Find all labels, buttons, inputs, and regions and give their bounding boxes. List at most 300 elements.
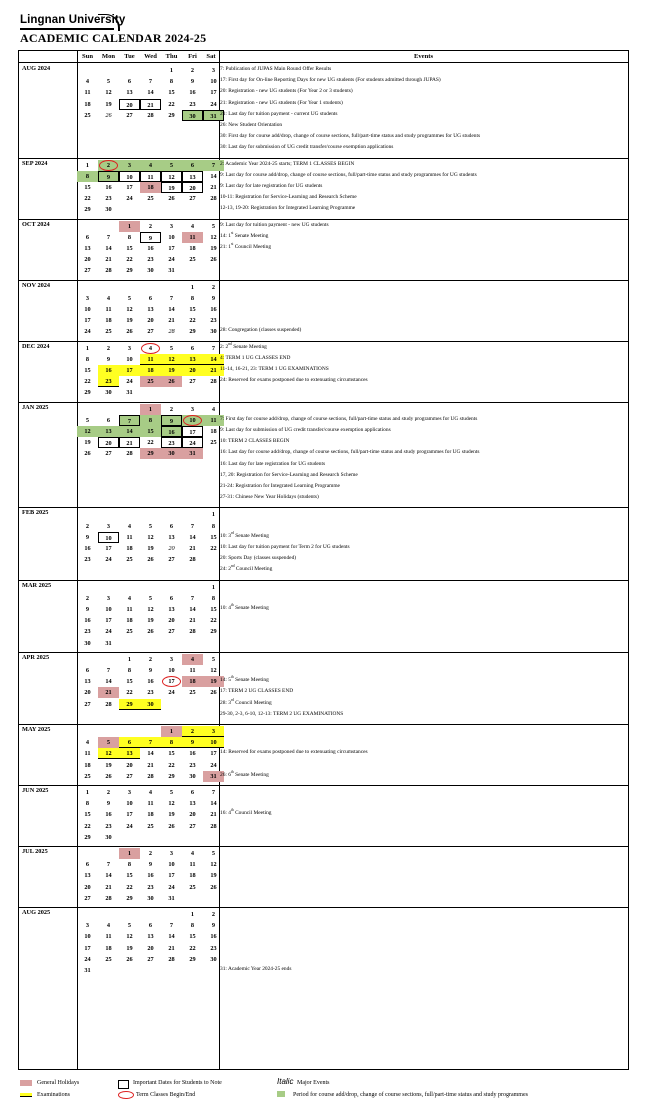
event-item: 20: Registration - new UG students (For Year 2 or 3 students) [220, 88, 353, 95]
calendar-day: 15 [140, 426, 161, 437]
calendar-day: 10 [203, 737, 224, 748]
calendar-day: 18 [105, 317, 112, 325]
month-label: FEB 2025 [22, 509, 49, 517]
calendar-day: 20 [119, 99, 140, 110]
calendar-day: 19 [105, 100, 112, 108]
calendar-day: 9 [85, 606, 90, 613]
calendar-day: 16 [105, 184, 112, 191]
calendar-day: 12 [210, 667, 217, 674]
calendar-day: 13 [147, 933, 154, 941]
calendar-day: 19 [168, 811, 175, 819]
calendar-day: 1 [85, 344, 90, 352]
calendar-day: 31 [203, 771, 224, 782]
calendar-day: 25 [140, 376, 161, 387]
calendar-day: 25 [189, 256, 196, 264]
calendar-day: 8 [169, 78, 174, 86]
legend-term-swatch [118, 1091, 134, 1099]
calendar-day: 4 [211, 405, 216, 413]
calendar-day: 30 [182, 110, 203, 121]
event-item: 21: Last day for tuition payment - current UG students [220, 110, 338, 117]
month-label: APR 2025 [22, 653, 50, 661]
legend-period-swatch [277, 1091, 285, 1097]
calendar-day: 28 [147, 111, 154, 119]
calendar-day: 26 [168, 195, 175, 203]
calendar-day: 22 [126, 883, 133, 891]
event-item: 24: 2nd Council Meeting [220, 564, 273, 573]
calendar-day: 6 [169, 522, 174, 530]
calendar-day: 15 [126, 245, 133, 252]
calendar-day: 11 [182, 232, 203, 243]
calendar-day: 27 [168, 556, 175, 564]
calendar-day: 29 [126, 894, 133, 902]
calendar-day: 6 [127, 78, 132, 86]
calendar-day: 22 [189, 317, 196, 325]
calendar-day: 6 [190, 789, 195, 796]
calendar-day: 12 [126, 306, 133, 313]
calendar-day: 14 [105, 872, 112, 880]
calendar-day: 7 [106, 861, 111, 869]
calendar-day: 9 [98, 171, 119, 182]
calendar-day: 25 [189, 883, 196, 891]
calendar-day: 29 [84, 206, 91, 214]
month-label: NOV 2024 [22, 281, 51, 289]
calendar-day: 29 [210, 628, 217, 636]
calendar-day: 25 [189, 689, 196, 697]
calendar-day: 26 [147, 556, 154, 564]
calendar-day: 24 [168, 689, 175, 697]
event-item: 10: 3rd Senate Meeting [220, 531, 269, 539]
calendar-day: 22 [84, 822, 91, 830]
calendar-day: 14 [203, 354, 224, 365]
calendar-day: 24 [168, 256, 175, 264]
calendar-day: 3 [106, 594, 111, 602]
calendar-day: 25 [147, 195, 154, 203]
calendar-day: 4 [127, 522, 132, 530]
event-item: 21-24: Registration for Integrated Learning Programme [220, 483, 340, 489]
calendar-day: 30 [140, 699, 161, 710]
calendar-day: 20 [182, 365, 203, 376]
month-label: JAN 2025 [22, 403, 49, 411]
calendar-day: 5 [211, 655, 216, 663]
calendar-day: 10 [84, 933, 91, 941]
calendar-day: 31 [126, 389, 133, 397]
calendar-day: 1 [169, 67, 174, 74]
event-item: 21: 1st Council Meeting [220, 242, 272, 250]
calendar-day: 5 [127, 294, 132, 302]
calendar-day: 30 [161, 448, 182, 459]
calendar-day: 4 [106, 294, 111, 302]
month-divider [19, 580, 628, 581]
calendar-day: 19 [161, 365, 182, 376]
month-divider [19, 846, 628, 847]
calendar-day: 16 [84, 617, 91, 625]
calendar-day: 1 [119, 848, 140, 859]
calendar-day: 21 [105, 883, 112, 891]
calendar-day: 16 [210, 306, 217, 313]
calendar-day: 24 [105, 628, 112, 636]
calendar-day: 7 [190, 522, 195, 530]
calendar-day: 28 [210, 822, 217, 830]
calendar-day: 17 [119, 365, 140, 376]
calendar-day: 20 [168, 545, 175, 552]
event-item: 14: 5th Senate Meeting [220, 675, 269, 684]
calendar-day: 28 [168, 955, 175, 963]
legend-exam-label: Examinations [37, 1092, 70, 1098]
calendar-day: 28 [105, 894, 112, 902]
calendar-day: 6 [119, 737, 140, 748]
month-divider [19, 652, 628, 653]
calendar-day: 29 [189, 328, 196, 336]
calendar-day: 5 [211, 222, 216, 230]
calendar-day: 21 [189, 617, 196, 625]
column-header-fri: Fri [182, 51, 203, 63]
calendar-day: 29 [84, 833, 91, 841]
calendar-day: 17 [126, 811, 133, 819]
calendar-day: 30 [105, 206, 112, 214]
calendar-day: 22 [84, 195, 91, 203]
column-header-events: Events [219, 51, 628, 63]
calendar-day: 21 [203, 365, 224, 376]
calendar-day: 14 [168, 933, 175, 941]
calendar-day: 9 [182, 737, 203, 748]
calendar-day: 10 [126, 800, 133, 808]
calendar-day: 21 [140, 99, 161, 110]
calendar-day: 7 [169, 922, 174, 930]
calendar-day: 17 [168, 872, 175, 880]
calendar-day: 9 [140, 232, 161, 243]
calendar-day: 20 [84, 256, 91, 264]
calendar-day: 20 [182, 182, 203, 193]
calendar-day: 10 [84, 306, 91, 313]
calendar-day: 1 [161, 726, 182, 737]
month-divider [19, 402, 628, 403]
event-item: 31: Academic Year 2024-25 ends [220, 966, 292, 972]
calendar-day: 16 [147, 872, 154, 880]
calendar-day: 17 [210, 750, 217, 758]
calendar-day: 11 [105, 933, 112, 941]
calendar-day: 4 [106, 922, 111, 930]
calendar-day: 8 [85, 355, 90, 363]
calendar-day: 3 [119, 160, 140, 171]
calendar-day: 11 [105, 306, 112, 313]
page-title: ACADEMIC CALENDAR 2024-25 [20, 31, 207, 45]
calendar-day: 18 [189, 872, 196, 880]
calendar-day: 29 [126, 267, 133, 275]
calendar-day: 17 [105, 545, 112, 552]
calendar-day: 3 [169, 222, 174, 230]
calendar-day: 22 [84, 378, 91, 386]
calendar-day: 23 [189, 100, 196, 108]
calendar-day: 14 [210, 800, 217, 808]
calendar-day: 3 [169, 850, 174, 857]
month-label: OCT 2024 [22, 220, 50, 228]
calendar-day: 8 [161, 737, 182, 748]
calendar-day: 24 [84, 328, 91, 336]
calendar-day: 19 [126, 317, 133, 325]
calendar-day: 24 [126, 195, 133, 203]
month-label: SEP 2024 [22, 159, 48, 167]
calendar-day: 5 [211, 850, 216, 857]
calendar-day: 2 [190, 67, 195, 74]
month-divider [19, 280, 628, 281]
calendar-day: 12 [210, 861, 217, 869]
calendar-day: 27 [147, 328, 154, 336]
calendar-day: 10 [126, 355, 133, 363]
calendar-day: 12 [161, 171, 182, 182]
calendar-day: 7 [211, 344, 216, 352]
event-item: 21: Registration - new UG students (For Year 1 students) [220, 99, 343, 106]
calendar-day: 5 [85, 416, 90, 424]
calendar-day: 8 [190, 294, 195, 302]
calendar-day: 1 [127, 655, 132, 663]
calendar-day: 13 [84, 678, 91, 686]
calendar-day: 21 [210, 184, 217, 191]
calendar-day: 7 [106, 667, 111, 674]
calendar-day: 25 [210, 439, 217, 447]
column-header-mon: Mon [98, 51, 119, 63]
calendar-day: 8 [127, 667, 132, 674]
calendar-day: 20 [84, 689, 91, 697]
calendar-day: 28 [210, 195, 217, 203]
calendar-day: 10 [119, 171, 140, 182]
calendar-day: 12 [105, 89, 112, 97]
calendar-day: 4 [182, 654, 203, 665]
calendar-day: 1 [211, 583, 216, 591]
calendar-day: 20 [189, 811, 196, 819]
calendar-day: 19 [147, 617, 154, 625]
calendar-day: 31 [84, 967, 91, 974]
calendar-day: 7 [203, 160, 224, 171]
calendar-day: 25 [84, 772, 91, 780]
event-item: 12-13, 19-20: Registration for Integrated Learning Programme [220, 205, 356, 212]
calendar-day: 2 [169, 405, 174, 413]
calendar-day: 26 [105, 111, 112, 119]
calendar-day: 21 [168, 944, 175, 952]
calendar-day: 31 [168, 894, 175, 902]
calendar-day: 11 [140, 354, 161, 365]
calendar-day: 2 [106, 344, 111, 352]
calendar-day: 28 [168, 328, 175, 336]
calendar-day: 23 [105, 195, 112, 203]
legend-major-label: Major Events [297, 1080, 330, 1086]
calendar-day: 14 [105, 678, 112, 686]
calendar-day: 19 [210, 872, 217, 880]
month-label: DEC 2024 [22, 342, 50, 350]
column-header-sun: Sun [77, 51, 98, 63]
calendar-day: 13 [147, 306, 154, 313]
calendar-day: 30 [147, 267, 154, 275]
calendar-day: 27 [84, 894, 91, 902]
legend-period-label: Period for course add/drop, change of course sections, full/part-time status and study programmes [293, 1092, 528, 1098]
calendar-day: 13 [182, 354, 203, 365]
calendar-day: 11 [84, 750, 91, 758]
calendar-day: 22 [210, 617, 217, 625]
calendar-day: 21 [105, 256, 112, 264]
university-logo-text: Lingnan University [20, 14, 126, 26]
calendar-day: 13 [189, 800, 196, 808]
calendar-day: 8 [140, 415, 161, 426]
calendar-day: 14 [147, 750, 154, 758]
calendar-day: 23 [84, 556, 91, 564]
calendar-day: 28 [105, 267, 112, 275]
event-item: 10: Last day for tuition payment for Term 2 for UG students [220, 544, 350, 550]
calendar-day: 11 [203, 415, 224, 426]
event-item: 28: Congregation (classes suspended) [220, 327, 302, 334]
calendar-day: 23 [210, 944, 217, 952]
event-item: 10: TERM 2 CLASSES BEGIN [220, 438, 290, 445]
calendar-day: 12 [98, 748, 119, 759]
calendar-day: 5 [148, 522, 153, 530]
calendar-day: 27 [168, 628, 175, 636]
calendar-day: 22 [126, 256, 133, 264]
calendar-day: 19 [105, 761, 112, 769]
calendar-day: 29 [119, 699, 140, 710]
calendar-day: 27 [126, 111, 133, 119]
calendar-day: 3 [203, 726, 224, 737]
event-item: 17: First day for On-line Reporting Days for new UG students (For students admitted through JUPAS) [220, 77, 441, 84]
event-item: 10-11: Registration for Service-Learning and Research Scheme [220, 194, 357, 201]
calendar-day: 11 [126, 606, 133, 613]
calendar-day: 19 [126, 944, 133, 952]
calendar-day: 13 [98, 426, 119, 437]
legend-holiday-swatch [20, 1080, 32, 1086]
calendar-day: 18 [84, 761, 91, 769]
calendar-day: 28 [189, 556, 196, 564]
calendar-day: 8 [77, 171, 98, 182]
calendar-day: 7 [119, 415, 140, 426]
calendar-day: 31 [203, 110, 224, 121]
calendar-day: 25 [105, 328, 112, 336]
event-item: 9: Last day for tuition payment - new UG students [220, 221, 329, 228]
calendar-day: 24 [126, 822, 133, 830]
calendar-day: 5 [106, 78, 111, 86]
calendar-day: 30 [210, 328, 217, 336]
calendar-day: 26 [161, 376, 182, 387]
calendar-day: 25 [84, 111, 91, 119]
event-item: 28: 3rd Council Meeting [220, 697, 272, 706]
calendar-day: 31 [105, 639, 112, 647]
calendar-day: 6 [169, 594, 174, 602]
calendar-day: 30 [189, 772, 196, 780]
calendar-day: 15 [84, 811, 91, 819]
calendar-day: 27 [147, 955, 154, 963]
event-item: 29-30, 2-3, 6-10, 12-13: TERM 2 UG EXAMINATIONS [220, 710, 344, 717]
calendar-day: 20 [147, 944, 154, 952]
calendar-day: 4 [140, 160, 161, 171]
calendar-day: 24 [210, 761, 217, 769]
calendar-day: 13 [182, 171, 203, 182]
calendar-day: 27 [105, 450, 112, 458]
calendar-day: 1 [119, 221, 140, 232]
event-item: 7: Publication of JUPAS Main Round Offer Results [220, 66, 332, 72]
month-label: JUL 2025 [22, 848, 48, 855]
calendar-day: 18 [140, 182, 161, 193]
event-item: 11-14, 16-21, 23: TERM 1 UG EXAMINATIONS [220, 366, 329, 372]
event-item: 27-31: Chinese New Year Holidays (students) [220, 494, 319, 501]
month-label: MAR 2025 [22, 581, 52, 589]
month-divider [19, 507, 628, 508]
calendar-day: 25 [105, 955, 112, 963]
calendar-day: 17 [182, 426, 203, 437]
calendar-day: 2 [148, 655, 153, 663]
calendar-day: 29 [189, 955, 196, 963]
calendar-day: 4 [190, 850, 195, 857]
calendar-day: 21 [189, 545, 196, 552]
event-item: 26: 6th Senate Meeting [220, 770, 269, 778]
calendar-day: 26 [147, 628, 154, 636]
month-divider [19, 219, 628, 220]
calendar-day: 30 [105, 833, 112, 841]
calendar-day: 16 [147, 245, 154, 252]
column-header-sat: Sat [203, 51, 219, 63]
calendar-day: 21 [168, 317, 175, 325]
calendar-day: 6 [85, 667, 90, 674]
calendar-day: 15 [210, 533, 217, 541]
event-item: 24: Reserved for exams postponed due to extenuating circumstances [220, 377, 368, 384]
calendar-day: 20 [84, 883, 91, 891]
calendar-day: 26 [210, 256, 217, 264]
calendar-day: 2 [98, 160, 119, 171]
calendar-day: 7 [169, 294, 174, 302]
event-item: 2: 2nd Senate Meeting [220, 341, 267, 350]
calendar-day: 14 [210, 172, 217, 180]
calendar-day: 12 [161, 354, 182, 365]
calendar-day: 19 [203, 676, 224, 687]
calendar-day: 30 [210, 955, 217, 963]
calendar-day: 25 [126, 628, 133, 636]
legend-term-label: Term Classes Begin/End [136, 1092, 196, 1098]
month-label: MAY 2025 [22, 726, 51, 733]
legend-important-swatch [118, 1080, 129, 1089]
calendar-day: 10 [168, 667, 175, 674]
calendar-day: 6 [148, 294, 153, 302]
event-item: 26: New Student Orientation [220, 122, 283, 128]
calendar-day: 25 [147, 822, 154, 830]
calendar-day: 1 [85, 161, 90, 169]
calendar-day: 12 [147, 533, 154, 541]
calendar-day: 15 [189, 933, 196, 941]
calendar-day: 5 [148, 594, 153, 602]
calendar-day: 7 [148, 78, 153, 86]
calendar-day: 13 [84, 245, 91, 252]
month-divider [19, 907, 628, 908]
calendar-day: 26 [105, 772, 112, 780]
calendar-day: 2 [106, 789, 111, 796]
calendar-day: 24 [168, 883, 175, 891]
calendar-day: 14 [168, 306, 175, 313]
calendar-day: 5 [161, 160, 182, 171]
calendar-day: 9 [148, 861, 153, 869]
calendar-day: 9 [190, 78, 195, 86]
calendar-day: 6 [85, 233, 90, 241]
event-item: 9: Last day for submission of UG credit transfer/course exemption applications [220, 427, 391, 433]
calendar-day: 6 [182, 160, 203, 171]
calendar-day: 22 [168, 761, 175, 769]
calendar-day: 5 [169, 344, 174, 352]
calendar-day: 26 [126, 328, 133, 336]
calendar-day: 15 [84, 367, 91, 374]
calendar-day: 3 [190, 405, 195, 413]
calendar-day: 3 [85, 922, 90, 930]
event-item: 7: First day for course add/drop, change of course sections, full/part-time status and study programmes for UG students [220, 415, 478, 422]
calendar-day: 24 [126, 378, 133, 386]
calendar-day: 14 [119, 426, 140, 437]
month-label: JUN 2025 [22, 787, 49, 794]
calendar-day: 7 [106, 233, 111, 241]
calendar-day: 22 [210, 545, 217, 552]
calendar-day: 26 [210, 689, 217, 697]
calendar-day: 12 [210, 233, 217, 241]
